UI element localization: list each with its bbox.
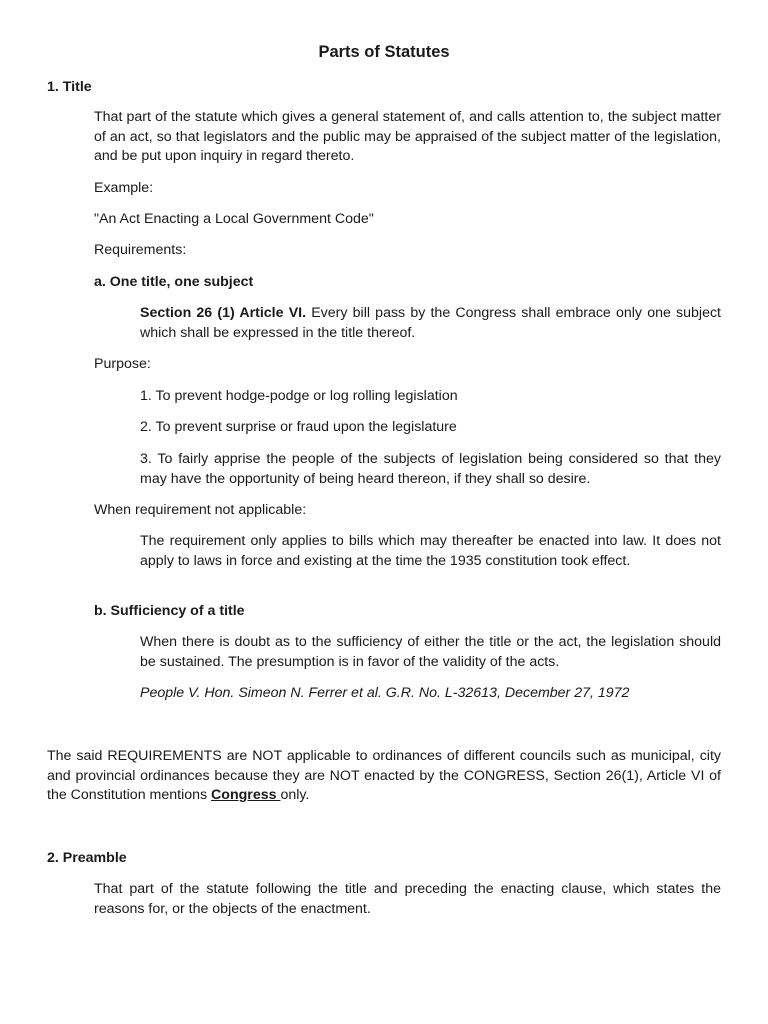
title-definition: That part of the statute which gives a general statement of, and calls attention to, the subject matter of an act, so that legislators and the public may be appraised of the subject matter of the legislation, and be put upon inquiry in regard thereto. (94, 109, 721, 164)
not-applicable-text: The requirement only applies to bills which may thereafter be enacted into law. It does not apply to laws in force and existing at the time the 1935 constitution took effect. (140, 533, 721, 569)
section-1-heading: 1. Title (47, 79, 92, 95)
purpose-item-1: 1. To prevent hodge-podge or log rolling legislation (140, 388, 458, 404)
ordinance-note-text: The said REQUIREMENTS are NOT applicable to ordinances of different councils such as municipal, city and provincial ordinances because they are NOT enacted by the CONGRESS, Section 26(1), Article VI of the Constitution mentions (47, 748, 721, 803)
congress-emphasis: Congress (211, 787, 281, 803)
sufficiency-text: When there is doubt as to the sufficiency of either the title or the act, the legislation should be sustained. The presumption is in favor of the validity of the acts. (140, 634, 721, 670)
purpose-item-2: 2. To prevent surprise or fraud upon the legislature (140, 419, 457, 435)
example-label: Example: (94, 180, 154, 196)
ordinance-note (47, 747, 721, 806)
preamble-definition: That part of the statute following the title and preceding the enacting clause, which states the reasons for, or the objects of the enactment. (94, 881, 721, 917)
requirement-b-heading: b. Sufficiency of a title (94, 603, 245, 619)
section-26-paragraph (140, 304, 721, 343)
case-citation: People V. Hon. Simeon N. Ferrer et al. G.R. No. L-32613, December 27, 1972 (140, 685, 630, 701)
document-title: Parts of Statutes (318, 43, 450, 61)
section-26-text: Every bill pass by the Congress shall embrace only one subject which shall be expressed in the title thereof. (140, 305, 721, 341)
purpose-label: Purpose: (94, 356, 151, 372)
not-applicable-label: When requirement not applicable: (94, 502, 307, 518)
purpose-item-3: 3. To fairly apprise the people of the subjects of legislation being considered so that they may have the opportunity of being heard thereon, if they shall so desire. (140, 451, 721, 487)
section-2-heading: 2. Preamble (47, 850, 127, 866)
requirement-a-heading: a. One title, one subject (94, 274, 254, 290)
ordinance-note-end: only. (280, 787, 310, 803)
requirements-label: Requirements: (94, 242, 187, 258)
example-text: "An Act Enacting a Local Government Code" (94, 211, 374, 227)
section-26-reference: Section 26 (1) Article VI. (140, 305, 307, 321)
